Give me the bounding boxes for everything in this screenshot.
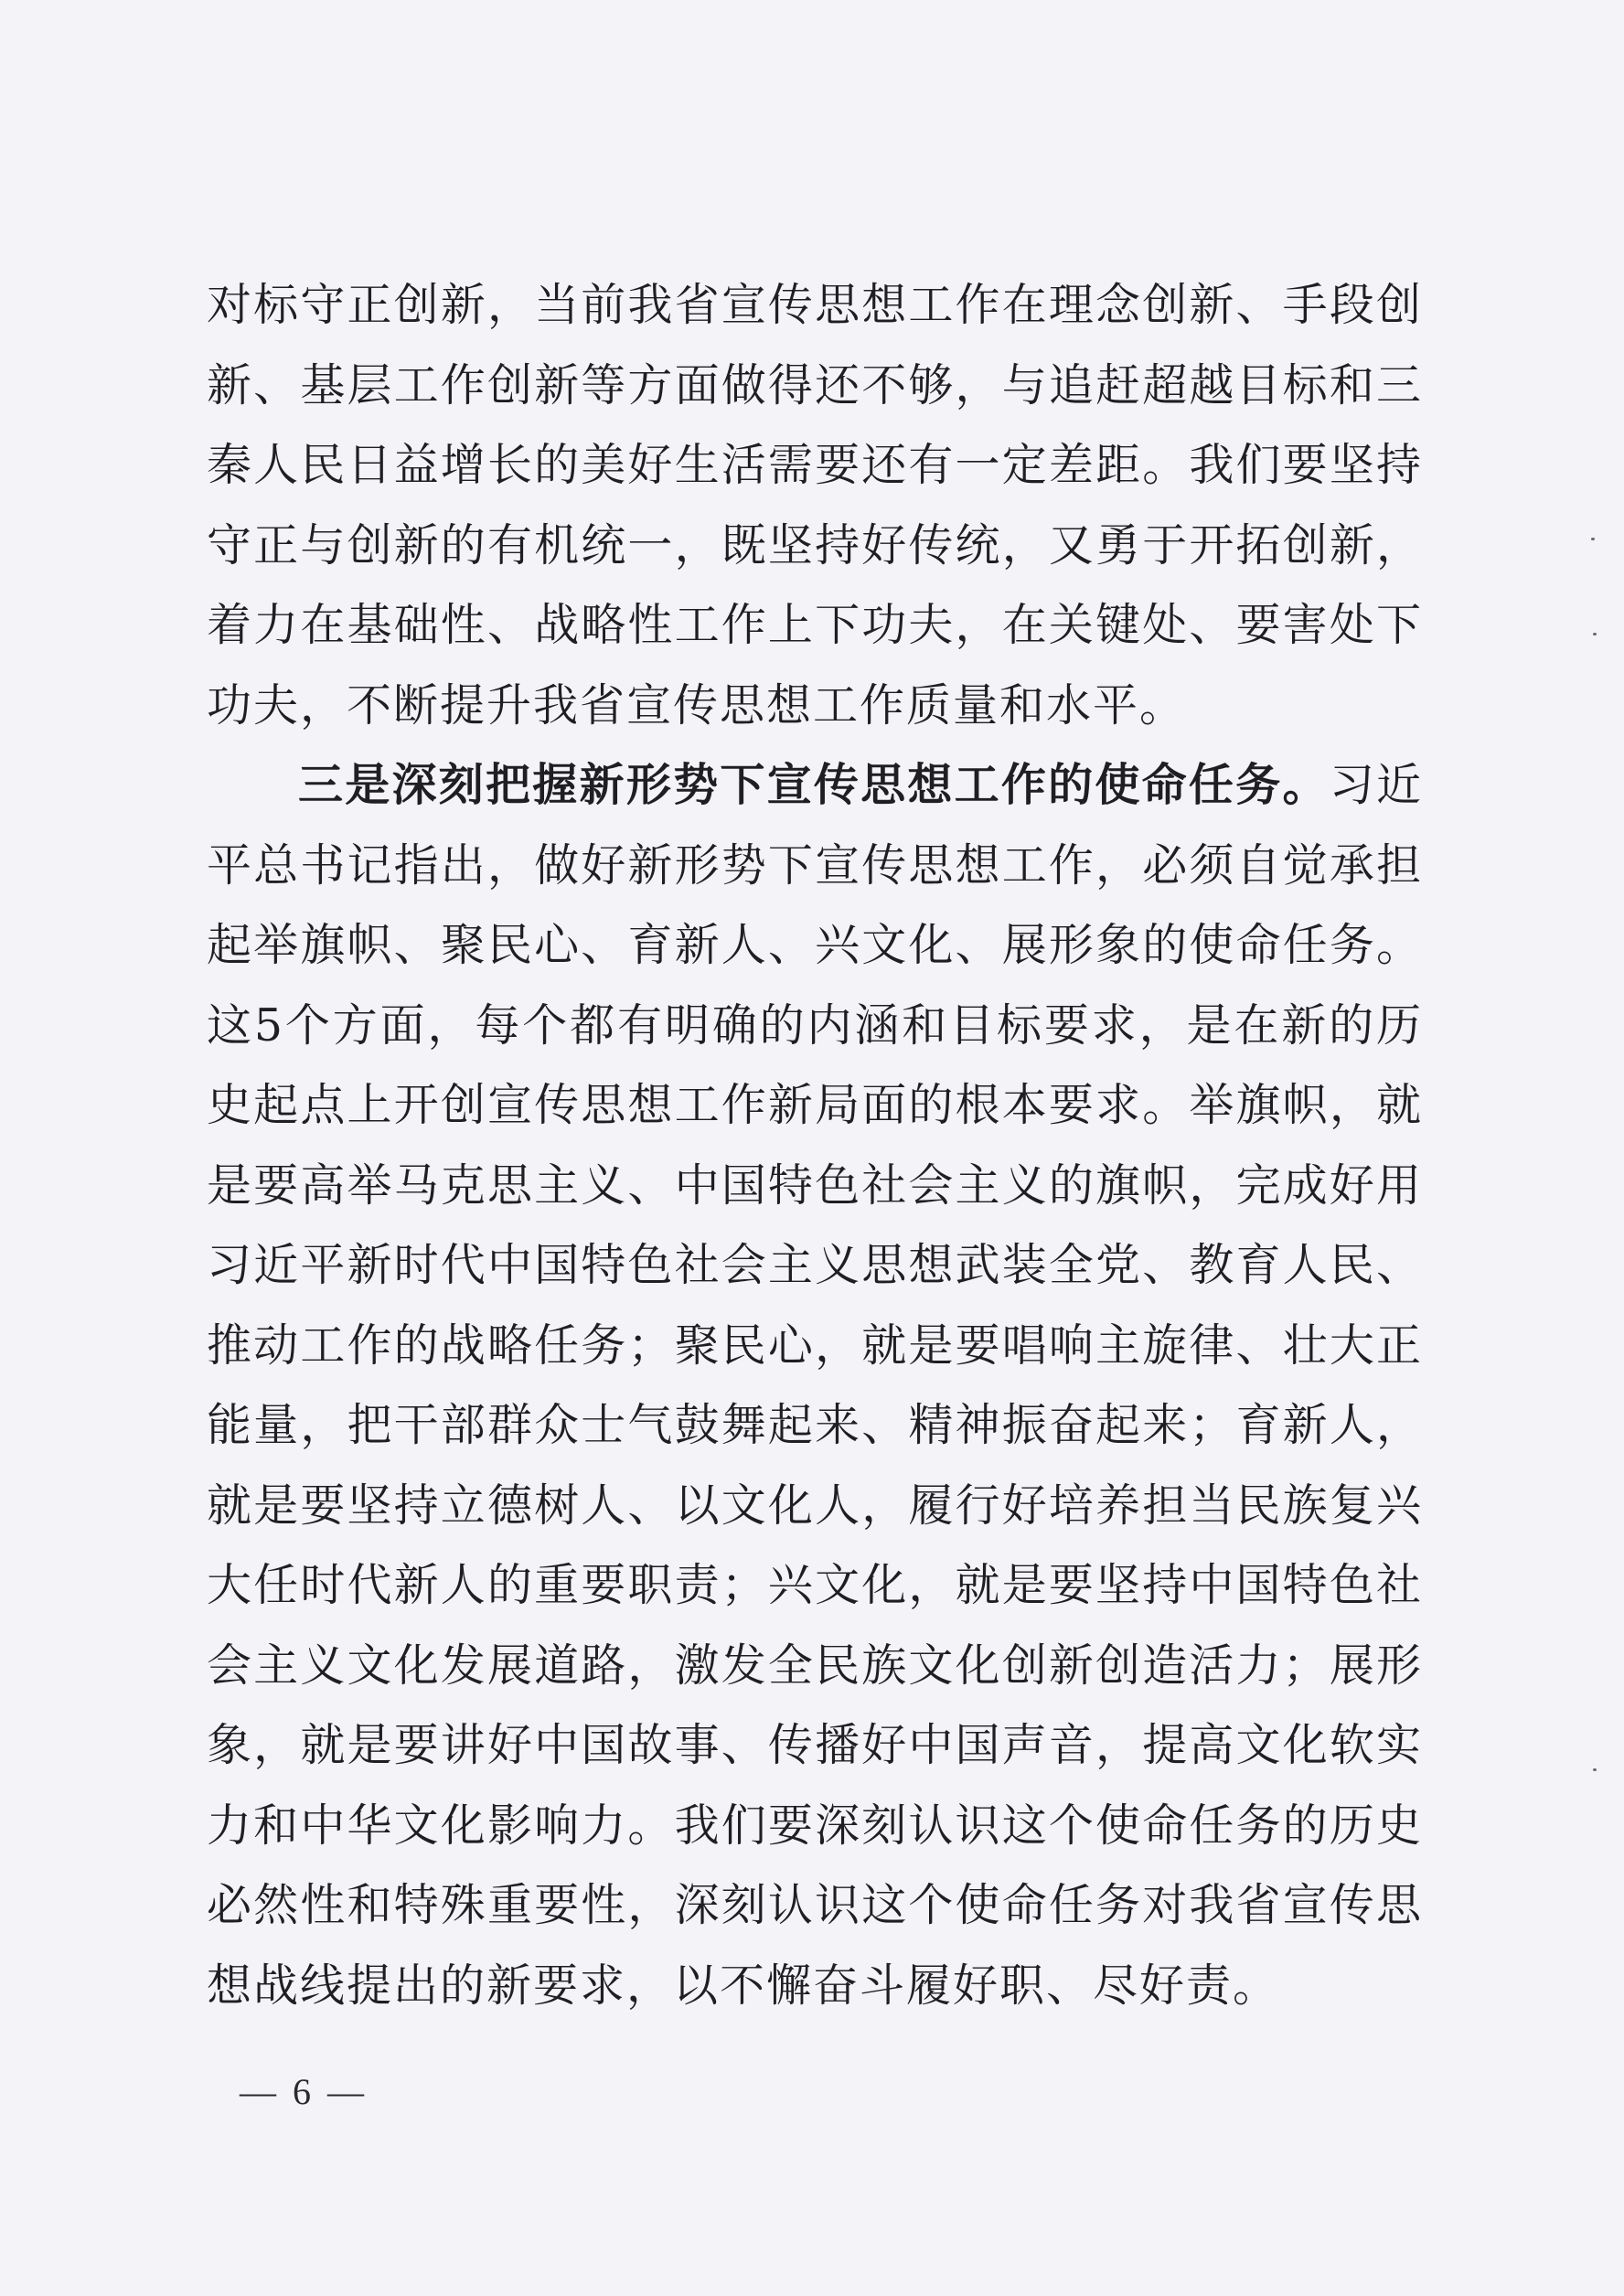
paragraph-three xyxy=(207,745,1423,2025)
scan-speck xyxy=(1593,633,1597,635)
paragraph-three-lead: 三是深刻把握新形势下宣传思想工作的使命任务。 xyxy=(298,758,1330,811)
page-number: — 6 — xyxy=(240,2071,368,2112)
scan-speck xyxy=(1591,538,1595,540)
paragraph-three-body: 习近平总书记指出，做好新形势下宣传思想工作，必须自觉承担起举旗帜、聚民心、育新人、兴文化、展形象的使命任务。这5个方面，每个都有明确的内涵和目标要求，是在新的历史起点上开创宣传思想工作新局面的根本要求。举旗帜，就是要高举马克思主义、中国特色社会主义的旗帜，完成好用习近平新时代中国特色社会主义思想武装全党、教育人民、推动工作的战略任务；聚民心，就是要唱响主旋律、壮大正能量，把干部群众士气鼓舞起来、精神振奋起来；育新人，就是要坚持立德树人、以文化人，履行好培养担当民族复兴大任时代新人的重要职责；兴文化，就是要坚持中国特色社会主义文化发展道路，激发全民族文化创新创造活力；展形象，就是要讲好中国故事、传播好中国声音，提高文化软实力和中华文化影响力。我们要深刻认识这个使命任务的历史必然性和特殊重要性，深刻认识这个使命任务对我省宣传思想战线提出的新要求，以不懈奋斗履好职、尽好责。 xyxy=(207,759,1423,2012)
document-body xyxy=(207,265,1423,2025)
scan-speck xyxy=(1593,1768,1597,1771)
paragraph-continued: 对标守正创新，当前我省宣传思想工作在理念创新、手段创新、基层工作创新等方面做得还不够，与追赶超越目标和三秦人民日益增长的美好生活需要还有一定差距。我们要坚持守正与创新的有机统一，既坚持好传统，又勇于开拓创新，着力在基础性、战略性工作上下功夫，在关键处、要害处下功夫，不断提升我省宣传思想工作质量和水平。 xyxy=(207,279,1423,732)
